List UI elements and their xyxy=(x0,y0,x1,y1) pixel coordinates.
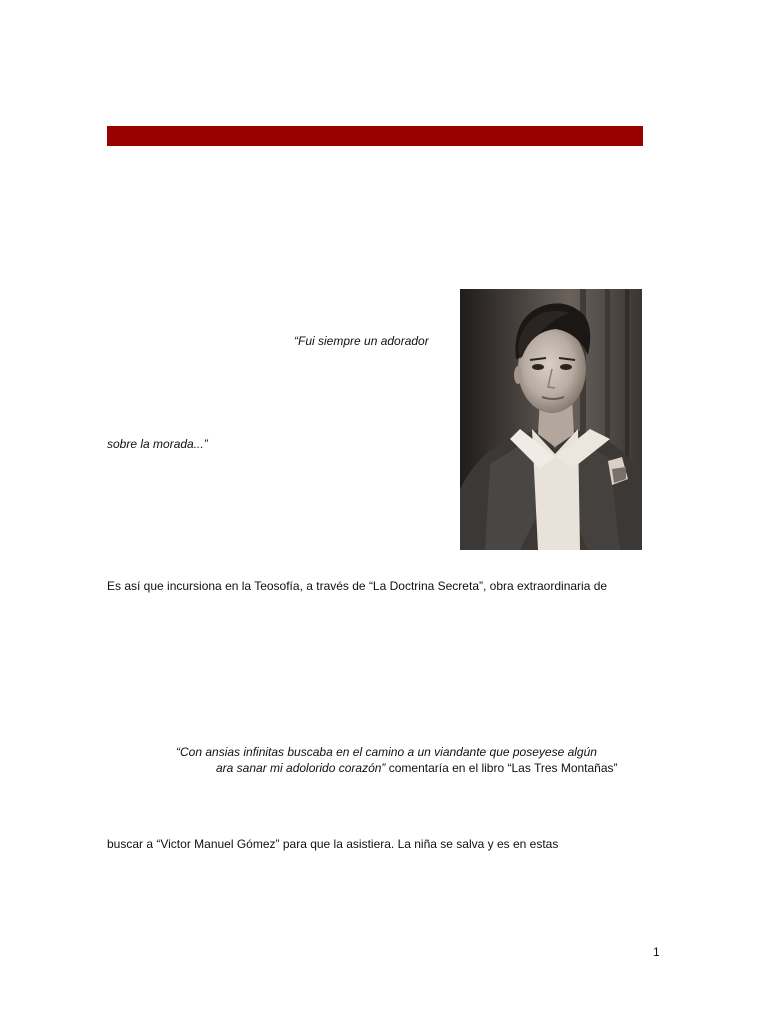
page-number: 1 xyxy=(653,945,660,959)
quote-normal-fragment: comentaría en el libro “Las Tres Montañas” xyxy=(385,761,618,775)
header-bar xyxy=(107,126,643,146)
quote-line: “Con ansias infinitas buscaba en el camino a un viandante que poseyese algún xyxy=(176,745,597,759)
quote-line: sobre la morada...” xyxy=(107,437,208,451)
portrait-photo xyxy=(460,289,642,550)
quote-line: “Fui siempre un adorador xyxy=(294,334,429,348)
quote-italic-fragment: ara sanar mi adolorido corazón” xyxy=(216,761,386,775)
quote-line xyxy=(216,761,618,775)
body-paragraph: buscar a “Victor Manuel Gómez” para que la asistiera. La niña se salva y es en estas xyxy=(107,837,559,851)
body-paragraph: Es así que incursiona en la Teosofía, a través de “La Doctrina Secreta”, obra extraordinaria de xyxy=(107,579,608,593)
